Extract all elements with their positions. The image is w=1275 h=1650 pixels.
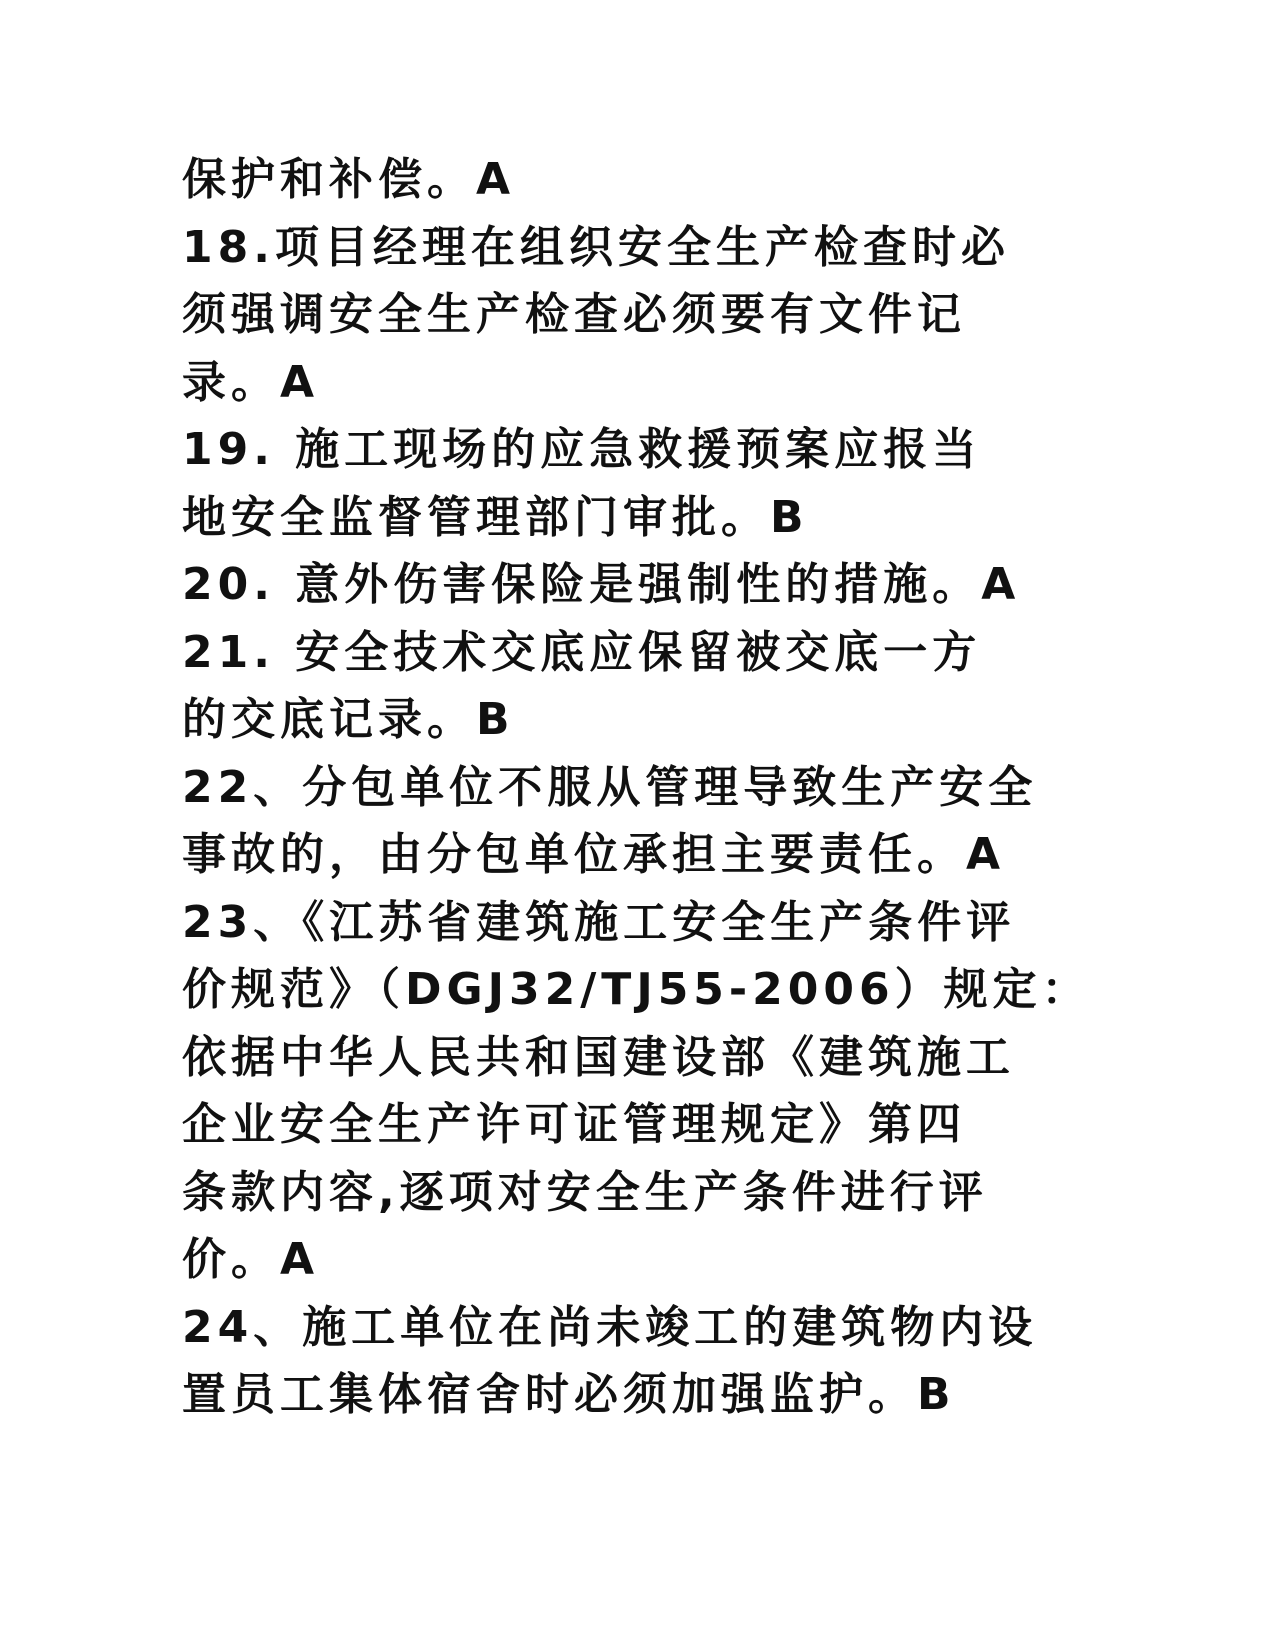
text-line: 依据中华人民共和国建设部《建筑施工 bbox=[182, 1031, 1015, 1083]
text-line: 条款内容,逐项对安全生产条件进行评 bbox=[182, 1166, 988, 1218]
text-line: 19. 施工现场的应急救援预案应报当 bbox=[182, 424, 982, 475]
text-line: 23、《江苏省建筑施工安全生产条件评 bbox=[182, 896, 1016, 948]
text-line: 企业安全生产许可证管理规定》第四 bbox=[182, 1099, 966, 1150]
text-line: 置员工集体宿舍时必须加强监护。B bbox=[182, 1369, 956, 1420]
text-line: 18.项目经理在组织安全生产检查时必 bbox=[182, 221, 1010, 273]
text-line: 事故的，由分包单位承担主要责任。A bbox=[182, 829, 1006, 880]
text-line: 24、施工单位在尚未竣工的建筑物内设 bbox=[182, 1301, 1038, 1353]
document-body bbox=[182, 146, 1091, 1429]
text-line: 价。A bbox=[182, 1234, 320, 1285]
text-line: 22、分包单位不服从管理导致生产安全 bbox=[182, 761, 1038, 813]
text-line: 20. 意外伤害保险是强制性的措施。A bbox=[182, 559, 1021, 610]
text-line: 须强调安全生产检查必须要有文件记 bbox=[182, 289, 966, 340]
text-line: 保护和补偿。A bbox=[182, 154, 516, 205]
text-line: 21. 安全技术交底应保留被交底一方 bbox=[182, 626, 982, 678]
text-line: 录。A bbox=[182, 356, 320, 408]
text-line: 的交底记录。B bbox=[182, 694, 515, 745]
text-line: 地安全监督管理部门审批。B bbox=[182, 491, 809, 543]
text-line: 价规范》（DGJ32/TJ55-2006）规定： bbox=[182, 964, 1091, 1015]
